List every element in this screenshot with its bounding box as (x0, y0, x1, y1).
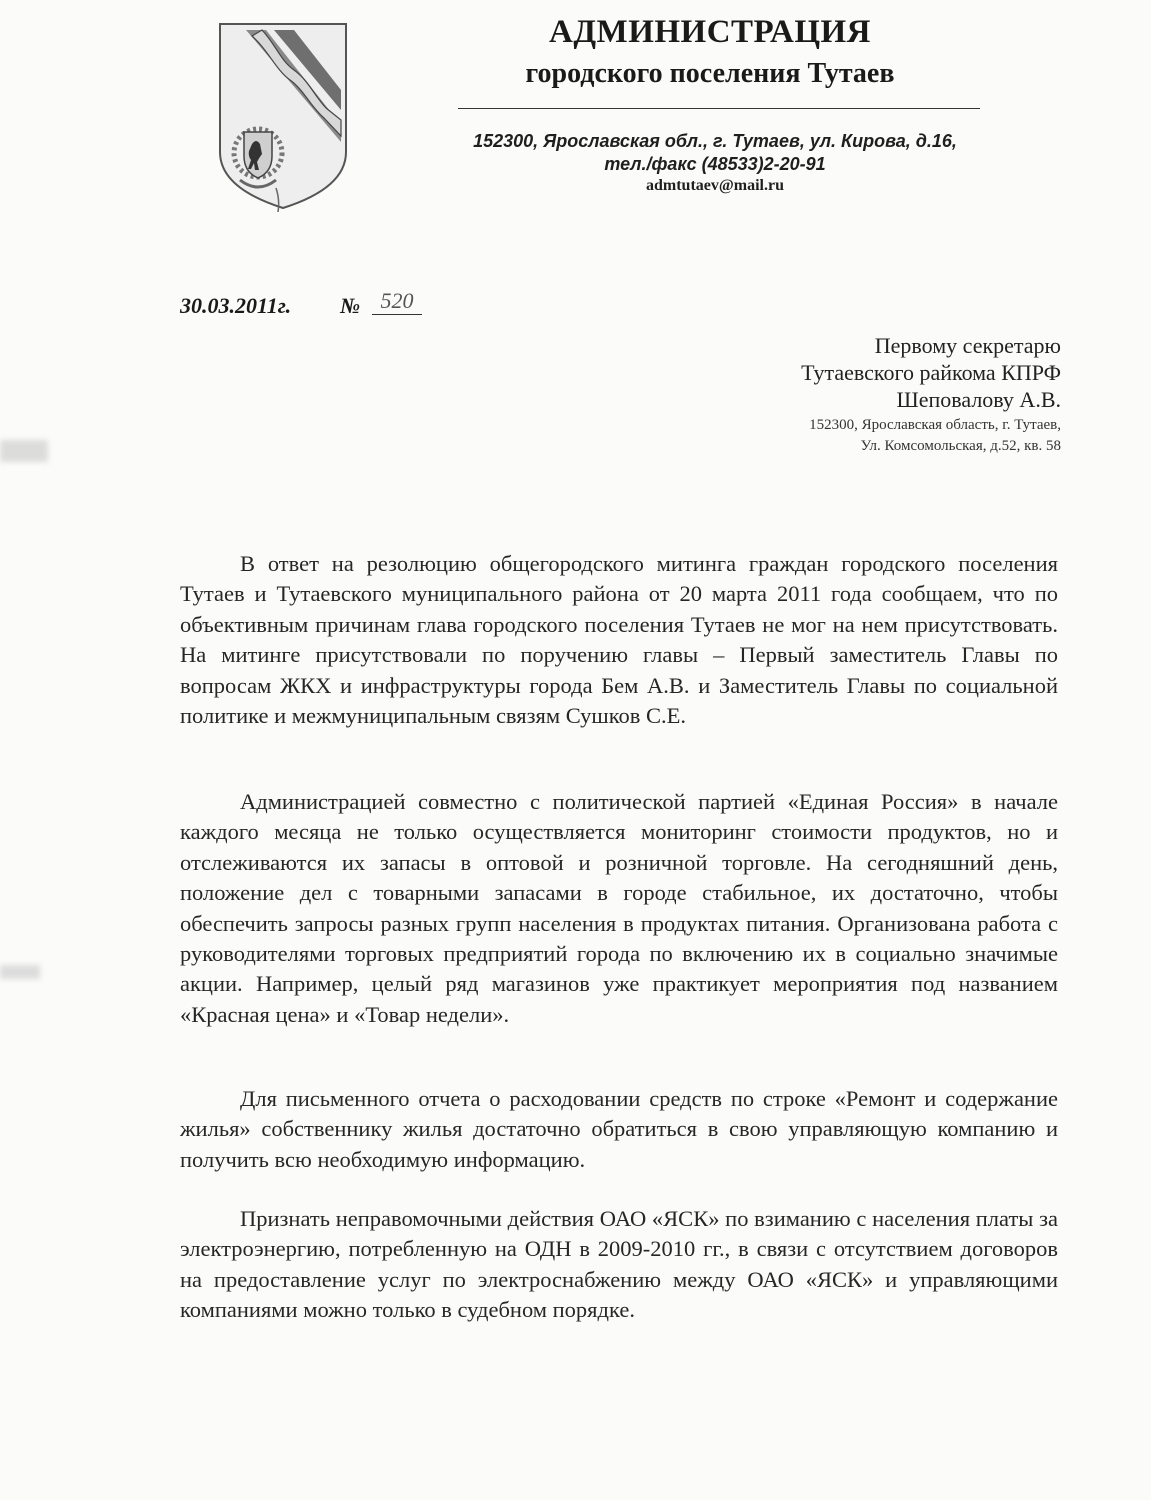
body-paragraph: Для письменного отчета о расходовании средств по строке «Ремонт и содержание жилья» собственнику жилья достаточно обратиться в свою управляющую компанию и получить всю необходимую информацию. (180, 1086, 1058, 1172)
coat-of-arms-icon (216, 20, 350, 212)
org-subtitle: городского поселения Тутаев (525, 58, 895, 89)
recipient-address-line1: 152300, Ярославская область, г. Тутаев, (809, 417, 1061, 433)
org-title: АДМИНИСТРАЦИЯ (549, 14, 871, 50)
body-paragraph: В ответ на резолюцию общегородского митинга граждан городского поселения Тутаев и Тутаевского муниципального района от 20 марта 2011 года сообщаем, что по объективным причинам глава городского поселения Тутаев не мог на нем присутствовать. На митинге присутствовали по поручению главы – Первый заместитель Главы по вопросам ЖКХ и инфраструктуры города Бем А.В. и Заместитель Главы по социальной политике и межмуниципальным связям Сушков С.Е. (180, 551, 1058, 729)
document-number-value: 520 (372, 288, 422, 315)
recipient-name: Шеповалову А.В. (896, 387, 1061, 412)
scan-artifact (0, 965, 40, 979)
body-paragraph: Признать неправомочными действия ОАО «ЯСК» по взиманию с населения платы за электроэнергию, потребленную на ОДН в 2009-2010 гг., в связи с отсутствием договоров на предоставление услуг по электроснабжению между ОАО «ЯСК» и управляющими компаниями можно только в судебном порядке. (180, 1206, 1058, 1323)
document-number-label: № (340, 293, 361, 318)
recipient-address-line2: Ул. Комсомольская, д.52, кв. 58 (860, 438, 1061, 454)
org-email: admtutaev@mail.ru (646, 177, 784, 194)
scan-artifact (0, 440, 48, 462)
org-phone-fax: тел./факс (48533)2-20-91 (604, 154, 826, 174)
recipient-position: Первому секретарю (874, 333, 1061, 358)
org-address: 152300, Ярославская обл., г. Тутаев, ул. Кирова, д.16, (473, 131, 957, 151)
document-date: 30.03.2011г. (180, 293, 292, 318)
header-divider (458, 108, 980, 109)
body-paragraph: Администрацией совместно с политической партией «Единая Россия» в начале каждого месяца не только осуществляется мониторинг стоимости продуктов, но и отслеживаются их запасы в оптовой и розничной торговле. На сегодняшний день, положение дел с товарными запасами в городе стабильное, их достаточно, чтобы обеспечить запросы разных групп населения в продуктах питания. Организована работа с руководителями торговых предприятий города по включению их в социально значимые акции. Например, целый ряд магазинов уже практикует мероприятия под названием «Красная цена» и «Товар недели». (180, 789, 1058, 1027)
recipient-organization: Тутаевского райкома КПРФ (801, 360, 1061, 385)
